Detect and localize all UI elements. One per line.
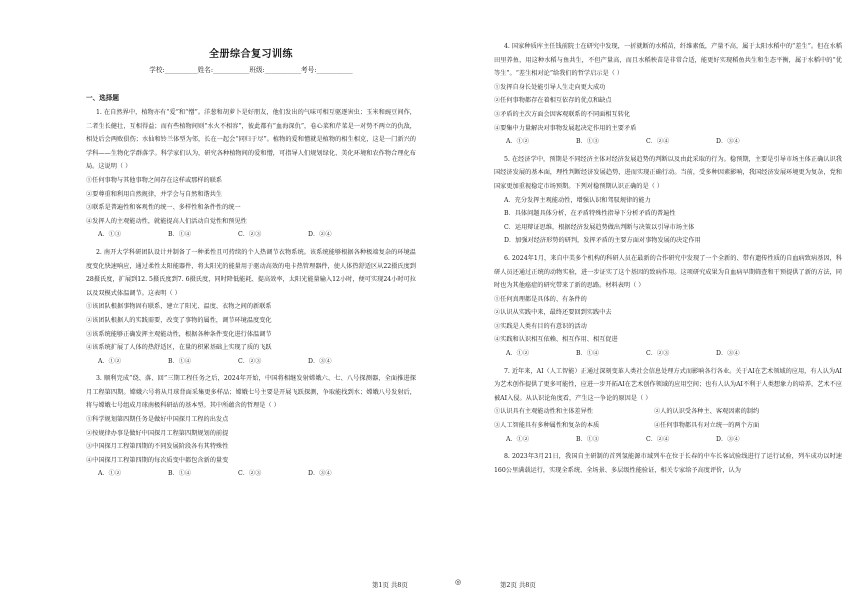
question-text: 6. 2024年1月，来自中美多个机构的科研人员在最新的合作研究中发现了一个全新的、带有遗传性质的自血病致病基因，科研人员还通过正统的动物实验，进一步证实了这个基因的致病作用。这项研究成果为自血病早期筛查和干预提供了新的方法，同时也为其他癌症的研究带来了新的思路。材料表明（ ） bbox=[494, 254, 842, 290]
question-7 bbox=[494, 365, 842, 447]
section-title: 一、选择题 bbox=[86, 94, 119, 102]
question-text: 3. 顺利完成“绕、落、回”三期工程任务之后，2024年开始，中国将相继发射嫦娥六、七、八号探测器，全面推进探月工程第四期。嫦娥六号将从月球背面采集更多样品；嫦娥七号主要是开展飞跃探测，争取能找到水；嫦娥八号发射后，将与嫦娥七号组成月球南极科研站的基本型。其中所蕴含的哲理是（ ） bbox=[86, 375, 416, 410]
statement: ②人的认识受各种主、客观因素的制约 bbox=[654, 408, 760, 416]
question-text: 7. 近年来，AI（人工智能）正通过深刻变革人类社会信息处理方式而影响各行各业。关于AI在艺术领域的应用，有人认为AI为艺术创作提供了更多可能性，应进一步开拓AI在艺术创作领域的应用空间；也有人认为AI不利于人类想象力的培养，艺术不应被AI入侵。从认识论角度看，产生这一争论的原因是（ ） bbox=[494, 367, 842, 402]
statement: ①任何真理都是具体的、有条件的 bbox=[494, 295, 587, 303]
choice-c[interactable]: C．②④ bbox=[646, 138, 670, 146]
choice-d[interactable]: D．②④ bbox=[308, 231, 332, 239]
question-2 bbox=[86, 246, 416, 368]
choice-b[interactable]: B．①④ bbox=[168, 470, 192, 478]
choice-a[interactable]: A．①② bbox=[98, 357, 122, 365]
choice-c[interactable]: C．运用辩证思维，根据经济发展趋势做出判断与决策以引导市场主体 bbox=[504, 223, 695, 231]
right-page bbox=[430, 0, 860, 608]
statement: ②认识从实践中来，最终还要回到实践中去 bbox=[494, 309, 612, 317]
question-text: 8. 2023年3月21日，我国自主研制的首列氢能源市域列车在位于长春的中车长客试验线进行了运行试验，列车成功以时速160公里满载运行，实现全系统、全场景、多层级性能验证，相关专家给予高度评价，认为 bbox=[494, 453, 842, 474]
choice-d[interactable]: D．加强对经济形势的研判，发挥矛盾的主要方面对事物发展的决定作用 bbox=[504, 237, 701, 245]
statement: ①认识具有主观能动性和主体差异性 bbox=[494, 408, 593, 416]
statement: ①科学规划第四期任务是做好中国探月工程的出发点 bbox=[86, 416, 229, 424]
statement: ④任何事物都具有对立统一的两个方面 bbox=[654, 422, 760, 430]
answer-choices bbox=[494, 433, 842, 447]
choice-d[interactable]: D．③④ bbox=[308, 357, 332, 365]
question-6 bbox=[494, 252, 842, 361]
choice-a[interactable]: A．①② bbox=[98, 470, 122, 478]
statement: ④发挥人的主观能动性，就能提高人们活动自觉性和预见性 bbox=[86, 217, 247, 225]
statement: ④该系统扩展了人体的热舒适区，在量的积累基础上实现了质的飞跃 bbox=[86, 344, 272, 352]
question-text: 4. 国家种质库主任钱前院士在研究中发现，一折就断的水稻苗，纤维素低，产量不高，属于太阳水稻中的“差生”。但在水稻田里养鱼，用这种水稻与鱼共生，不但产量高，而且水稻秧苗是非常合适，能更好实现稻鱼共生和生态平衡，属于水稻中的“优等生”。“差生相对论”给我们的哲学启示是（ ） bbox=[494, 43, 842, 78]
statement: ③矛盾的主次方面会因客观联系的不同面相互转化 bbox=[494, 110, 631, 118]
statement: ④实践和认识相互依赖、相互作用、相互促进 bbox=[494, 336, 618, 344]
choice-b[interactable]: B．①④ bbox=[168, 231, 192, 239]
student-info-line: 学校:__________姓名:___________班级:___________考号:___________ bbox=[149, 66, 353, 74]
question-5 bbox=[494, 153, 842, 248]
answer-choices bbox=[494, 347, 842, 361]
question-4 bbox=[494, 40, 842, 149]
choice-b[interactable]: B．具体问题具体分析，在矛盾特殊性指导下分析矛盾的普遍性 bbox=[504, 210, 676, 218]
statement: ②按规律办事是做好中国探月工程第四期规划的前提 bbox=[86, 429, 229, 437]
choice-b[interactable]: B．①④ bbox=[576, 350, 600, 358]
statement: ②任何事物都存在着相互依存的优点和缺点 bbox=[494, 97, 612, 105]
statement: ③实践是人类有目的有意识的活动 bbox=[494, 322, 587, 330]
choice-c[interactable]: C．②③ bbox=[238, 470, 262, 478]
statement: ①该团队根据事物固有联系，建立了阳光、温度、衣物之间的新联系 bbox=[86, 303, 272, 311]
choice-c[interactable]: C．②③ bbox=[238, 231, 262, 239]
question-text: 5. 在经济学中，预期是不同经济主体对经济发展趋势的判断以及由此采取的行为。稳预期，主要是引导市场主体正确认识我国经济发展的基本面，理性判断经济发展趋势，进而实现正确行动。当前，受多种因素影响，我国经济发展环境更为复杂，党和国家更加重视稳定市场预期。下列对稳预期认识正确的是（ ） bbox=[494, 155, 842, 190]
choice-a[interactable]: A．①② bbox=[506, 435, 530, 443]
choice-d[interactable]: D．③④ bbox=[716, 138, 740, 146]
statement-row bbox=[494, 405, 842, 419]
page-title: 全册综合复习训练 bbox=[209, 49, 293, 60]
page-number-right: 第2页 共8页 bbox=[500, 581, 536, 589]
statement: ③中国探月工程第四期的不同发展阶段各有其特殊性 bbox=[86, 443, 229, 451]
statement: ④中国探月工程第四期的每次质变中都包含新的量变 bbox=[86, 456, 229, 464]
question-text: 2. 南开大学科研团队设计并制备了一种柔性且可持续的个人热调节衣物系统。该系统能够根据各种极端复杂的环境温度变化快速响应，通过柔性太阳能器件，将太阳光的能量用于驱动高效的电卡热管理器件，使人体热舒适区从22摄氏度到28摄氏度，扩展到12. 5摄氏度到7. 6摄氏度，同时降低能耗、提高效率，太阳光能量输入12小时，便可实现24小时可拉以及双模式体温调节。这表明（ ） bbox=[86, 248, 416, 297]
statement-row bbox=[494, 419, 842, 433]
page-separator-icon: ◎ bbox=[455, 578, 462, 586]
statement: ③人工智能具有多种属性和复杂的本质 bbox=[494, 422, 600, 430]
statement: ②要尊重和利用自然规律，并学会与自然和谐共生 bbox=[86, 190, 223, 198]
answer-choices bbox=[86, 355, 416, 369]
choice-a[interactable]: A．①② bbox=[506, 138, 530, 146]
statement: ①任何事物与其他事物之间存在这样或那样的联系 bbox=[86, 176, 223, 184]
statement: ①发挥自身长处能引导人生走向更大成功 bbox=[494, 83, 606, 91]
choice-d[interactable]: D．③④ bbox=[308, 470, 332, 478]
question-3 bbox=[86, 372, 416, 481]
question-text: 1. 在自然界中，植物亦有“爱”和“憎”。洋葱和胡萝卜是好朋友，他们发出的气味可相互驱逐害虫；玉米和豌豆间作，二者生长健壮，互相得益；而有些植物间则“水火不相容”，彼此都有“血海深仇”，卷心菜和芹菜是一对势不两立的仇敌，相处后会两败俱伤；水仙和铃兰体型为邻，长在一起会“同归于尽”。植物的爱和憎就是植物的相生相克，这是一门新兴的学科——生物化学群落学。科学家们认为，研究各种植物间的爱和憎，可指导人们规划绿化、美化环境和农作物合理化布局。这说明（ ） bbox=[86, 109, 416, 171]
answer-choices bbox=[86, 467, 416, 481]
statement: ②该团队根据人的实践需要，改变了事物的属性，调节环境温度变化 bbox=[86, 316, 272, 324]
page-number-left: 第1页 共8页 bbox=[372, 581, 408, 589]
statement: ④要集中力量解决对事物发展起决定作用的主要矛盾 bbox=[494, 124, 637, 132]
choice-a[interactable]: A．充分发挥主观能动性，增强认识和驾驭规律的能力 bbox=[504, 196, 651, 204]
question-8 bbox=[494, 450, 842, 477]
statement: ③该系统能够正确发挥主观能动性，根据各种条件变化进行体温调节 bbox=[86, 330, 272, 338]
statement: ③联系是普遍性和客观性的统一、多样性和条件性的统一 bbox=[86, 204, 241, 212]
choice-c[interactable]: C．②③ bbox=[646, 350, 670, 358]
choice-a[interactable]: A．①② bbox=[506, 350, 530, 358]
choice-c[interactable]: C．②③ bbox=[238, 357, 262, 365]
answer-choices bbox=[86, 228, 416, 242]
question-1 bbox=[86, 106, 416, 242]
choice-b[interactable]: B．①③ bbox=[576, 435, 600, 443]
choice-c[interactable]: C．②④ bbox=[646, 435, 670, 443]
choice-b[interactable]: B．①③ bbox=[576, 138, 600, 146]
choice-b[interactable]: B．①④ bbox=[168, 357, 192, 365]
choice-a[interactable]: A．①③ bbox=[98, 231, 122, 239]
choice-d[interactable]: D．③④ bbox=[716, 435, 740, 443]
choice-d[interactable]: D．③④ bbox=[716, 350, 740, 358]
answer-choices bbox=[494, 135, 842, 149]
